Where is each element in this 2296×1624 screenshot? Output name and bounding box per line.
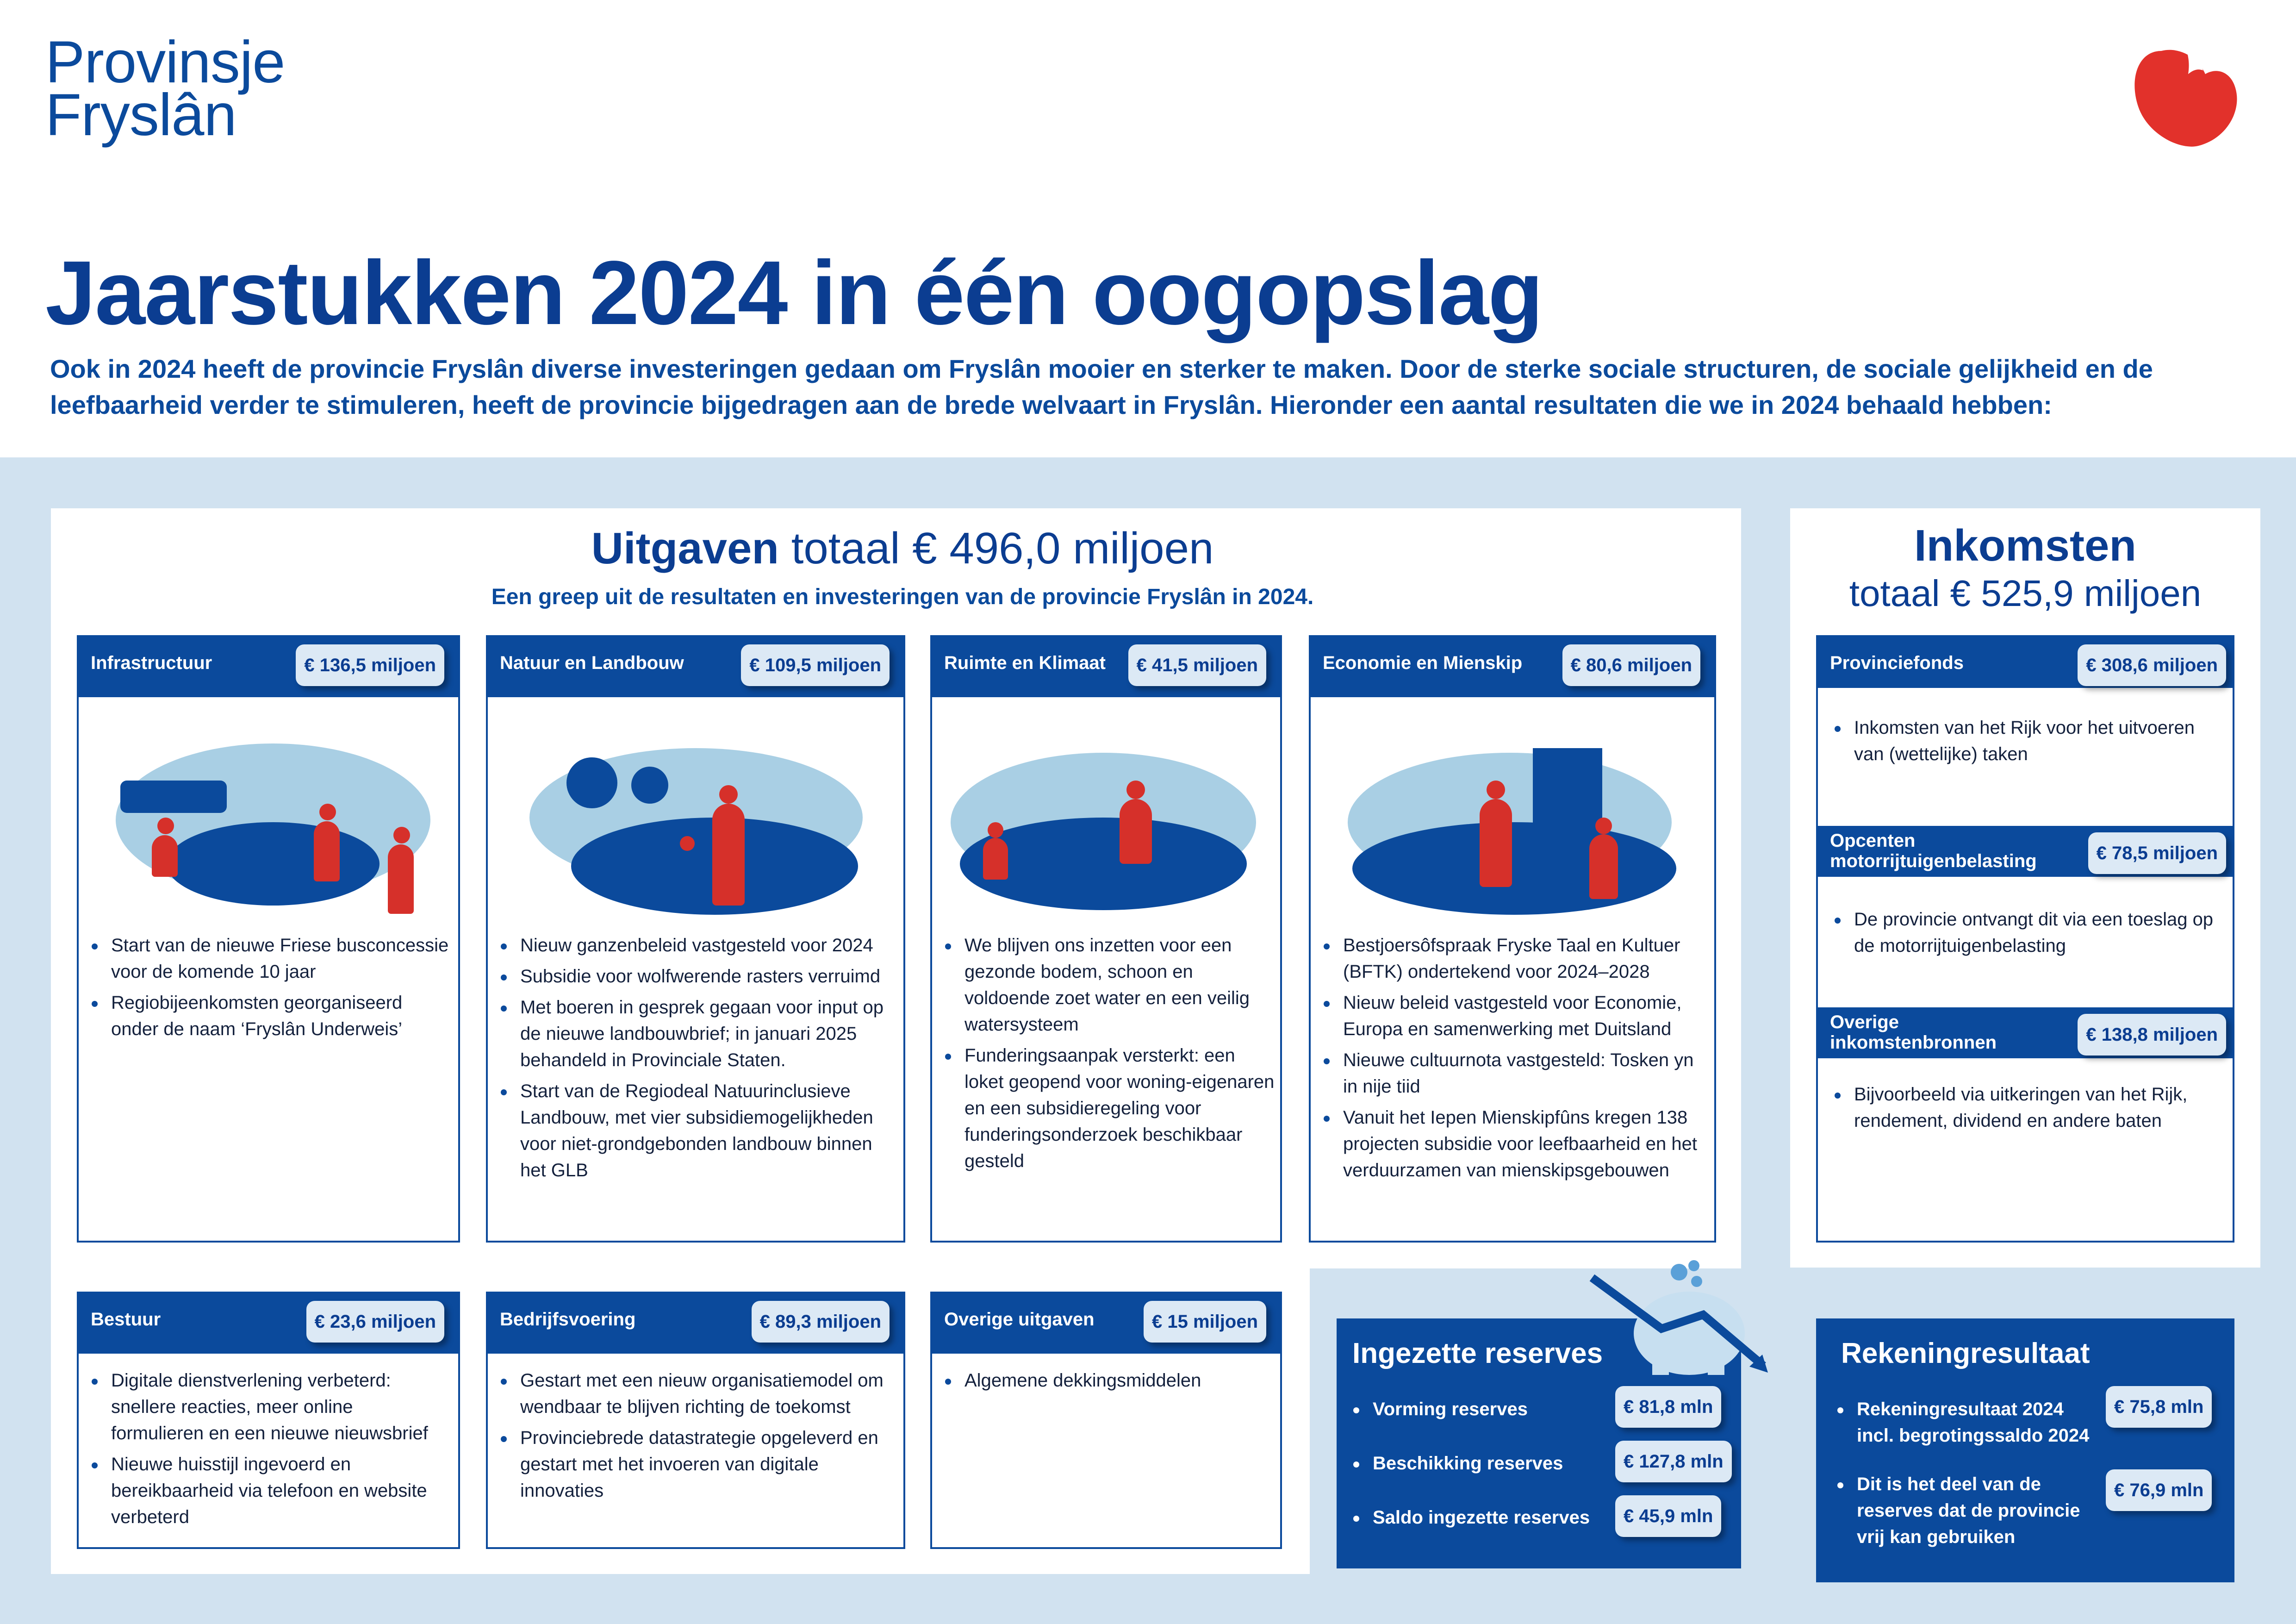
card-title: Bestuur — [91, 1309, 161, 1330]
card-bullets — [942, 932, 1276, 1179]
expense-card-ruimte-en-klimaat — [930, 635, 1282, 1243]
income-amount: € 78,5 miljoen — [2088, 832, 2226, 874]
piggy-bank-icon — [1583, 1259, 1777, 1380]
bullet: We blijven ons inzetten voor een gezonde bodem, schoon en voldoende zoet water en een veilig watersysteem — [942, 932, 1276, 1038]
card-amount: € 41,5 miljoen — [1128, 644, 1266, 686]
card-amount: € 23,6 miljoen — [306, 1301, 444, 1343]
expense-card-economie-en-mienskip — [1309, 635, 1716, 1243]
card-bullets — [498, 1368, 896, 1509]
expense-card-infrastructuur — [77, 635, 460, 1243]
income-bullets — [1832, 715, 2221, 772]
card-title: Economie en Mienskip — [1323, 653, 1523, 673]
bullet: Met boeren in gesprek gegaan voor input op de nieuwe landbouwbrief; in januari 2025 behandeld in Provinciale Staten. — [498, 994, 896, 1074]
card-amount: € 109,5 miljoen — [741, 644, 890, 686]
bullet: Nieuwe huisstijl ingevoerd en bereikbaarheid via telefoon en website verbeterd — [89, 1451, 450, 1530]
expenses-subtitle: Een greep uit de resultaten en investeringen van de provincie Fryslân in 2024. — [491, 585, 1314, 609]
card-title: Overige uitgaven — [944, 1309, 1095, 1330]
expenses-heading — [51, 523, 1754, 574]
reserve-label: Saldo ingezette reserves — [1350, 1505, 1610, 1531]
income-amount: € 308,6 miljoen — [2078, 644, 2226, 686]
expenses-heading-total: totaal € 496,0 miljoen — [791, 524, 1214, 573]
result-list — [1835, 1396, 2094, 1555]
bullet: Start van de nieuwe Friese busconcessie voor de komende 10 jaar — [89, 932, 450, 985]
provincie-logo-text — [45, 29, 285, 148]
logo-line-1: Provinsje — [45, 29, 285, 95]
income-title: Provinciefonds — [1830, 653, 1964, 673]
expenses-heading-bold: Uitgaven — [591, 524, 779, 573]
expense-card-overige-uitgaven — [930, 1292, 1282, 1549]
reserve-label: Beschikking reserves — [1350, 1450, 1610, 1477]
bullet: De provincie ontvangt dit via een toeslag op de motorrijtuigenbelasting — [1832, 906, 2221, 959]
income-heading: Inkomsten — [1914, 521, 2137, 570]
logo-line-2: Fryslân — [45, 82, 236, 148]
result-amount: € 76,9 mln — [2106, 1469, 2212, 1511]
bullet: Regiobijeenkomsten georganiseerd onder de naam ‘Fryslân Underweis’ — [89, 990, 450, 1043]
bullet: Start van de Regiodeal Natuurinclusieve Landbouw, met vier subsidiemogelijkheden voor niet-grondgebonden landbouw binnen het GLB — [498, 1078, 896, 1184]
page-title: Jaarstukken 2024 in één oogopslag — [45, 242, 1543, 344]
income-title — [1830, 831, 2037, 871]
economy-community-illustration-icon — [1334, 711, 1695, 943]
income-title-line: motorrijtuigenbelasting — [1830, 851, 2037, 871]
heart-logo-icon — [2129, 42, 2245, 153]
income-title-line: Overige — [1830, 1012, 1899, 1032]
card-bullets — [942, 1368, 1276, 1399]
card-bullets — [89, 932, 450, 1047]
reserves-list — [1350, 1396, 1610, 1536]
result-amount: € 75,8 mln — [2106, 1386, 2212, 1428]
bullet: Nieuwe cultuurnota vastgesteld: Tosken yn in nije tiid — [1321, 1047, 1710, 1100]
income-title-line: inkomstenbronnen — [1830, 1032, 1997, 1053]
reserves-title: Ingezette reserves — [1352, 1337, 1603, 1369]
result-box — [1816, 1318, 2234, 1582]
card-title: Ruimte en Klimaat — [944, 653, 1106, 673]
reserve-amount: € 45,9 mln — [1615, 1495, 1721, 1537]
bullet: Nieuw beleid vastgesteld voor Economie, Europa en samenwerking met Duitsland — [1321, 990, 1710, 1043]
card-bullets — [498, 932, 896, 1188]
expense-card-natuur-en-landbouw — [486, 635, 905, 1243]
bullet: Bijvoorbeeld via uitkeringen van het Rijk, rendement, dividend en andere baten — [1832, 1081, 2221, 1134]
card-title: Bedrijfsvoering — [500, 1309, 636, 1330]
card-title: Natuur en Landbouw — [500, 653, 684, 673]
card-amount: € 136,5 miljoen — [296, 644, 444, 686]
income-amount: € 138,8 miljoen — [2078, 1014, 2226, 1056]
intro-text: Ook in 2024 heeft de provincie Fryslân diverse investeringen gedaan om Fryslân mooier en sterker te maken. Door de sterke sociale structuren, de sociale gelijkheid en de leefbaarheid verder te stimuleren, heeft de provincie bijgedragen aan de brede welvaart in Fryslân. Hieronder een aantal resultaten die we in 2024 behaald hebben: — [50, 354, 2153, 419]
card-amount: € 15 miljoen — [1144, 1301, 1266, 1343]
income-title-line: Opcenten — [1830, 831, 1916, 851]
bullet: Inkomsten van het Rijk voor het uitvoeren van (wettelijke) taken — [1832, 715, 2221, 768]
bullet: Subsidie voor wolfwerende rasters verruimd — [498, 963, 896, 990]
income-card — [1816, 635, 2234, 1243]
bullet: Provinciebrede datastrategie opgeleverd en gestart met het invoeren van digitale innovaties — [498, 1425, 896, 1504]
result-label: Dit is het deel van de reserves dat de provincie vrij kan gebruiken — [1835, 1471, 2094, 1550]
card-amount: € 80,6 miljoen — [1562, 644, 1700, 686]
expense-card-bedrijfsvoering — [486, 1292, 905, 1549]
income-title — [1830, 1012, 1997, 1053]
bullet: Nieuw ganzenbeleid vastgesteld voor 2024 — [498, 932, 896, 959]
card-amount: € 89,3 miljoen — [752, 1301, 890, 1343]
bullet: Funderingsaanpak versterkt: een loket geopend voor woning-eigenaren en een subsidieregeling voor funderingsonderzoek beschikbaar gesteld — [942, 1043, 1276, 1174]
income-total: totaal € 525,9 miljoen — [1849, 573, 2202, 614]
bullet: Vanuit het Iepen Mienskipfûns kregen 138 projecten subsidie voor leefbaarheid en het verduurzamen van mienskipsgebouwen — [1321, 1105, 1710, 1184]
bullet: Gestart met een nieuw organisatiemodel om wendbaar te blijven richting de toekomst — [498, 1368, 896, 1420]
space-climate-illustration-icon — [941, 711, 1275, 943]
income-bullets — [1832, 1081, 2221, 1139]
reserve-amount: € 81,8 mln — [1615, 1386, 1721, 1428]
bullet: Digitale dienstverlening verbeterd: snellere reacties, meer online formulieren en een nieuwe nieuwsbrief — [89, 1368, 450, 1447]
infrastructure-illustration-icon — [97, 711, 449, 943]
bullet: Bestjoersôfspraak Fryske Taal en Kultuer (BFTK) ondertekend voor 2024–2028 — [1321, 932, 1710, 985]
reserve-label: Vorming reserves — [1350, 1396, 1610, 1423]
card-bullets — [89, 1368, 450, 1535]
bullet: Algemene dekkingsmiddelen — [942, 1368, 1276, 1394]
expense-card-bestuur — [77, 1292, 460, 1549]
card-bullets — [1321, 932, 1710, 1188]
income-bullets — [1832, 906, 2221, 964]
result-label: Rekeningresultaat 2024 incl. begrotingssaldo 2024 — [1835, 1396, 2094, 1449]
reserve-amount: € 127,8 mln — [1615, 1441, 1732, 1482]
card-title: Infrastructuur — [91, 653, 212, 673]
nature-agriculture-illustration-icon — [516, 711, 886, 943]
result-title: Rekeningresultaat — [1841, 1337, 2090, 1369]
